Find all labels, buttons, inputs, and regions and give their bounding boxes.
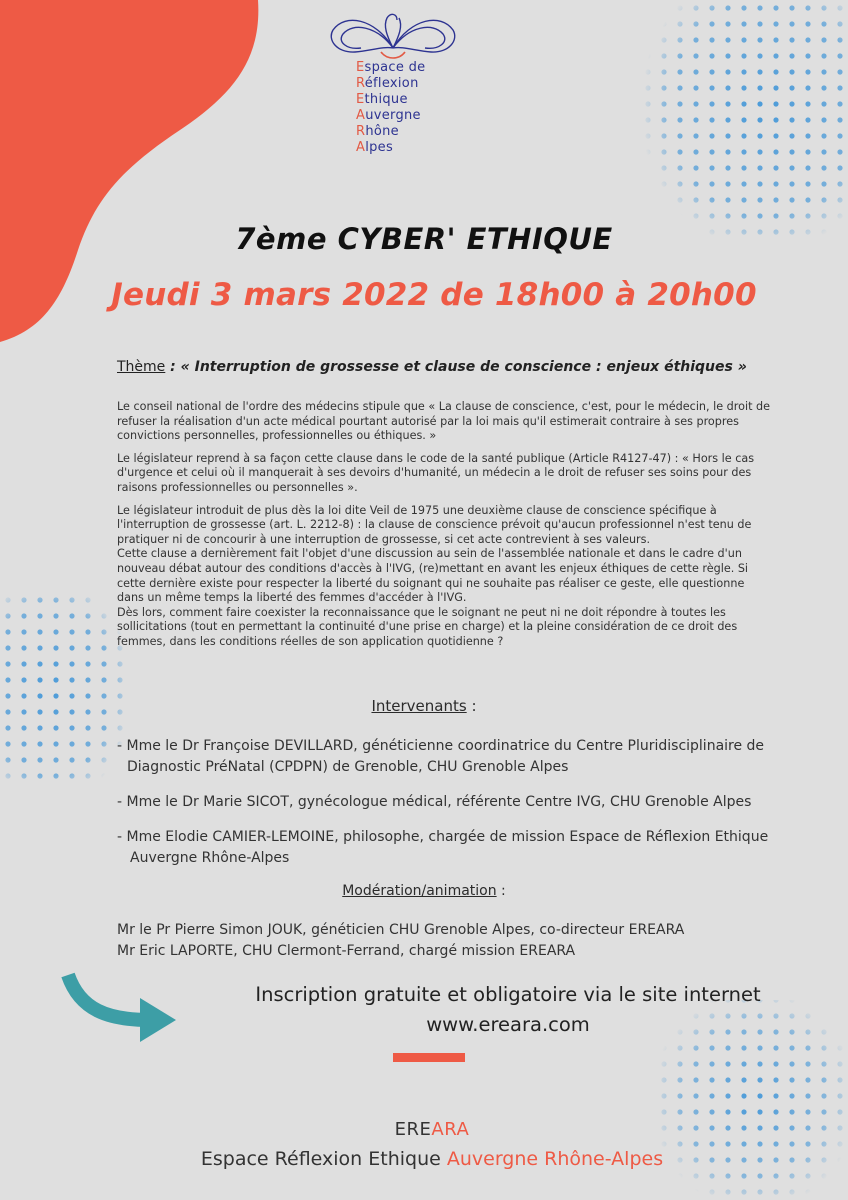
logo-wordmark [356,60,476,156]
logo-line-rest: lpes [365,140,394,155]
moderator-item: Mr le Pr Pierre Simon JOUK, généticien CHU Grenoble Alpes, co-directeur EREARA [117,922,685,938]
ereara-logo-icon [325,8,465,66]
event-title: 7ème CYBER' ETHIQUE [235,222,613,256]
paragraph-2: Le législateur reprend à sa façon cette clause dans le code de la santé publique (Article R4127-47) : « Hors le cas d'urgence et celui où il manquerait à ses devoirs d'humanité, un médecin a le droit de refuser ses soins pour des raisons professionnelles ou personnelles ». [117,451,755,494]
curved-arrow-right-icon [68,975,176,1042]
logo-line [356,92,476,108]
logo-line-rest: thique [364,92,408,107]
paragraph-3: Le législateur introduit de plus dès la loi dite Veil de 1975 une deuxième clause de conscience spécifique à l'interruption de grossesse (art. L. 2212-8) : la clause de conscience prévoit qu'aucun professionnel n'est tenu de pratiquer ni de concourir à une interruption de grossesse, si cet acte contrevient à ses valeurs. [117,503,752,546]
logo-line-rest: space de [364,60,426,75]
dot-pattern-top-right [640,0,848,240]
event-date: Jeudi 3 mars 2022 de 18h00 à 20h00 [111,277,757,313]
logo-line-initial: A [356,140,366,155]
footer-fullname: Espace Réflexion Ethique Auvergne Rhône-Alpes [200,1148,664,1170]
theme-text: : « Interruption de grossesse et clause de conscience : enjeux éthiques » [165,359,747,375]
speakers-heading: Intervenants : [371,697,477,715]
logo-line [356,60,476,76]
speaker-item: - Mme le Dr Françoise DEVILLARD, généticienne coordinatrice du Centre Pluridisciplinaire de Diagnostic PréNatal (CPDPN) de Grenoble, CHU Grenoble Alpes [117,738,765,775]
logo-line-rest: uvergne [365,108,421,123]
paragraph-5: Dès lors, comment faire coexister la reconnaissance que le soignant ne peut ni ne doit répondre à toutes les sollicitations (tout en permettant la continuité d'une prise en charge) et la pleine considération de ce droit des femmes, dans les conditions réelles de son application quotidienne ? [117,605,738,648]
logo-line-initial: E [356,92,365,107]
paragraph-1: Le conseil national de l'ordre des médecins stipule que « La clause de conscience, c'est, pour le médecin, le droit de refuser la réalisation d'un acte médical pourtant autorisé par la loi mais qu'il estimerait contraire à ses propres convictions personnelles, professionnelles ou éthiques. » [117,400,771,443]
logo-line [356,76,476,92]
logo-line-initial: R [356,76,365,91]
logo-line [356,108,476,124]
speaker-item: - Mme Elodie CAMIER-LEMOINE, philosophe, chargée de mission Espace de Réflexion Ethique Auvergne Rhône-Alpes [117,829,769,866]
signup-text: Inscription gratuite et obligatoire via le site internet [255,983,761,1006]
logo-line-initial: R [356,124,366,139]
logo-line [356,140,476,156]
logo-line [356,124,476,140]
website-link[interactable]: www.ereara.com [426,1013,590,1036]
logo-line-rest: éflexion [364,76,419,91]
moderators-list [117,920,797,962]
paragraph-4: Cette clause a dernièrement fait l'objet d'une discussion au sein de l'assemblée nationale et dans le cadre d'un nouveau débat autour des conditions d'accès à l'IVG, (re)mettant en avant les enjeux éthiques de cette règle. Si cette dernière existe pour respecter la liberté du soignant qui ne souhaite pas réaliser ce geste, elle questionne dans un même temps la liberté des femmes d'accéder à l'IVG. [117,547,749,605]
theme-label: Thème [117,359,166,375]
footer-abbreviation: EREARA [394,1119,470,1140]
logo-line-rest: hône [365,124,399,139]
theme-line [117,359,817,375]
accent-divider [393,1053,465,1062]
moderation-heading: Modération/animation : [342,883,506,899]
logo-line-initial: E [356,60,365,75]
description-body [117,400,774,650]
signup-info [188,980,828,1040]
moderator-item: Mr Eric LAPORTE, CHU Clermont-Ferrand, chargé mission EREARA [117,943,576,959]
speaker-item: - Mme le Dr Marie SICOT, gynécologue médical, référente Centre IVG, CHU Grenoble Alpes [117,794,752,810]
logo-line-initial: A [356,108,366,123]
